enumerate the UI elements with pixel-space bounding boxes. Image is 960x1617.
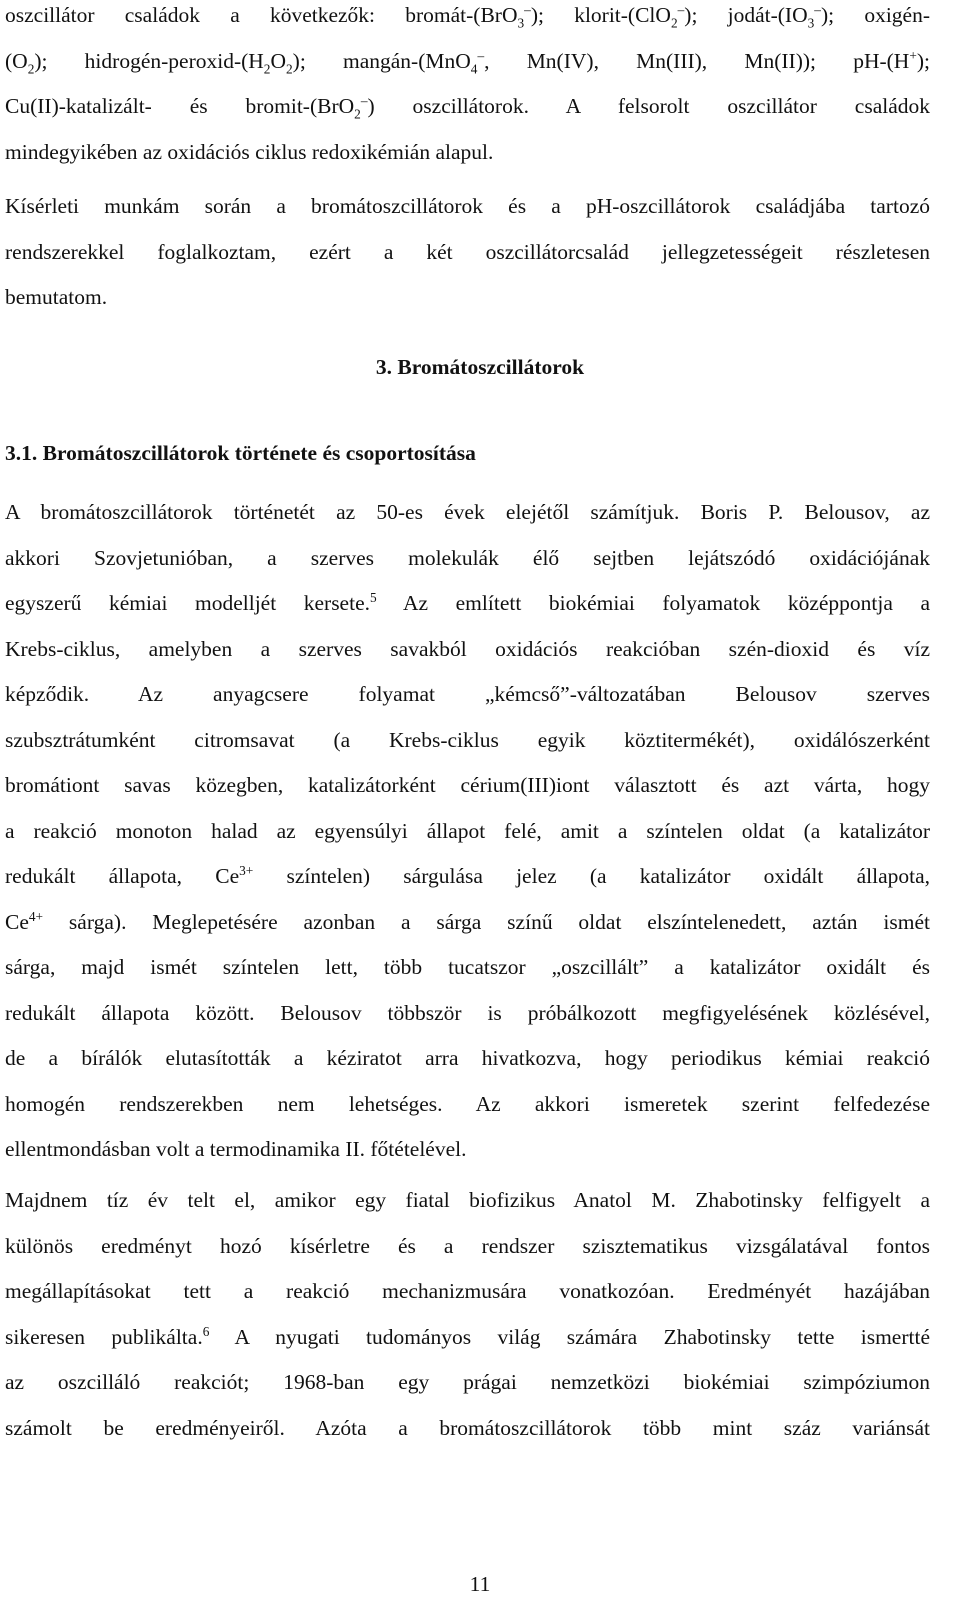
text-line: számolt be eredményeiről. Azóta a bromátoszcillátorok több mint száz variánsát xyxy=(5,1415,930,1440)
paragraph-oscillator-families xyxy=(5,0,930,175)
text-line: a reakció monoton halad az egyensúlyi állapot felé, amit a színtelen oldat (a katalizátor xyxy=(5,818,930,843)
paragraph-belousov-history xyxy=(5,490,930,1173)
paragraph-zhabotinsky xyxy=(5,1178,930,1451)
text-line: egyszerű kémiai modelljét kersete.$^5$ Az említett biokémiai folyamatok középpontja a xyxy=(5,589,930,615)
text-line: szubsztrátumként citromsavat (a Krebs-ciklus egyik köztitermékét), oxidálószerként xyxy=(5,727,930,752)
text-line: akkori Szovjetunióban, a szerves molekulák élő sejtben lejátszódó oxidációjának xyxy=(5,545,930,570)
text-line: különös eredményt hozó kísérletre és a rendszer szisztematikus vizsgálatával fontos xyxy=(5,1233,930,1258)
text-line: homogén rendszerekben nem lehetséges. Az akkori ismeretek szerint felfedezése xyxy=(5,1091,930,1116)
text-line: Cu(II)-katalizált- és bromit-(BrO$_2$–) oszcillátorok. A felsorolt oszcillátor családok xyxy=(5,92,931,122)
text-line: sárga, majd ismét színtelen lett, több tucatszor „oszcillált” a katalizátor oxidált és xyxy=(5,955,930,979)
text-line: $(O_2)$; hidrogén-$peroxid-(H_2O_2)$; mangán-(MnO$_4$–, Mn(IV), Mn(III), Mn(II)); pH-(H+); xyxy=(5,47,930,76)
section-heading: 3. Bromátoszcillátorok xyxy=(375,355,585,379)
paragraph-research-scope xyxy=(5,184,930,321)
page-number: 11 xyxy=(469,1572,491,1596)
text-line: sikeresen publikálta.$^6$ A nyugati tudományos világ számára Zhabotinsky tette ismertté xyxy=(5,1323,930,1349)
text-line: az oszcilláló reakciót; 1968-ban egy prágai nemzetközi biokémiai szimpóziumon xyxy=(5,1370,930,1394)
text-line: ellentmondásban volt a termodinamika II. főtételével. xyxy=(5,1137,467,1161)
text-line: redukált állapota, $Ce^{3+}$ színtelen) sárgulása jelez (a katalizátor oxidált állapota, xyxy=(5,862,930,888)
text-line: bemutatom. xyxy=(5,285,108,309)
subsection-heading: 3.1. Bromátoszcillátorok története és csoportosítása xyxy=(5,441,476,465)
text-line: de a bírálók elutasították a kéziratot arra hivatkozva, hogy periodikus kémiai reakció xyxy=(5,1046,930,1070)
text-line: megállapításokat tett a reakció mechanizmusára vonatkozóan. Eredményét hazájában xyxy=(5,1279,930,1303)
text-line: Kísérleti munkám során a bromátoszcillátorok és a pH-oszcillátorok családjába tartozó xyxy=(5,194,930,218)
footnote-ref: 6 xyxy=(202,1323,210,1339)
text-line: bromátiont savas közegben, katalizátorként cérium(III)iont választott és azt várta, hogy xyxy=(5,773,930,797)
text-line: A bromátoszcillátorok történetét az 50-es évek elejétől számítjuk. Boris P. Belousov, az xyxy=(5,500,930,524)
text-line: mindegyikében az oxidációs ciklus redoxikémián alapul. xyxy=(5,139,494,164)
text-line: oszcillátor családok a következők: bromát-(BrO$_3$–); klorit-(ClO$_2$–); jodát-$(IO_3^-)$; oxigén- xyxy=(5,1,930,31)
text-line: Majdnem tíz év telt el, amikor egy fiatal biofizikus Anatol M. Zhabotinsky felfigyelt a xyxy=(5,1188,930,1212)
footnote-ref: 5 xyxy=(370,589,377,605)
text-line: $Ce^{4+}$ sárga). Meglepetésére azonban a sárga színű oldat elszíntelenedett, aztán ismét xyxy=(5,908,930,934)
text-line: Krebs-ciklus, amelyben a szerves savakból oxidációs reakcióban szén-dioxid és víz xyxy=(5,636,930,661)
text-line: rendszerekkel foglalkoztam, ezért a két oszcillátorcsalád jellegzetességeit részletesen xyxy=(5,239,930,264)
text-line: képződik. Az anyagcsere folyamat „kémcső”-változatában Belousov szerves xyxy=(5,682,930,706)
text-line: redukált állapota között. Belousov többször is próbálkozott megfigyelésének közlésével, xyxy=(5,1000,930,1025)
